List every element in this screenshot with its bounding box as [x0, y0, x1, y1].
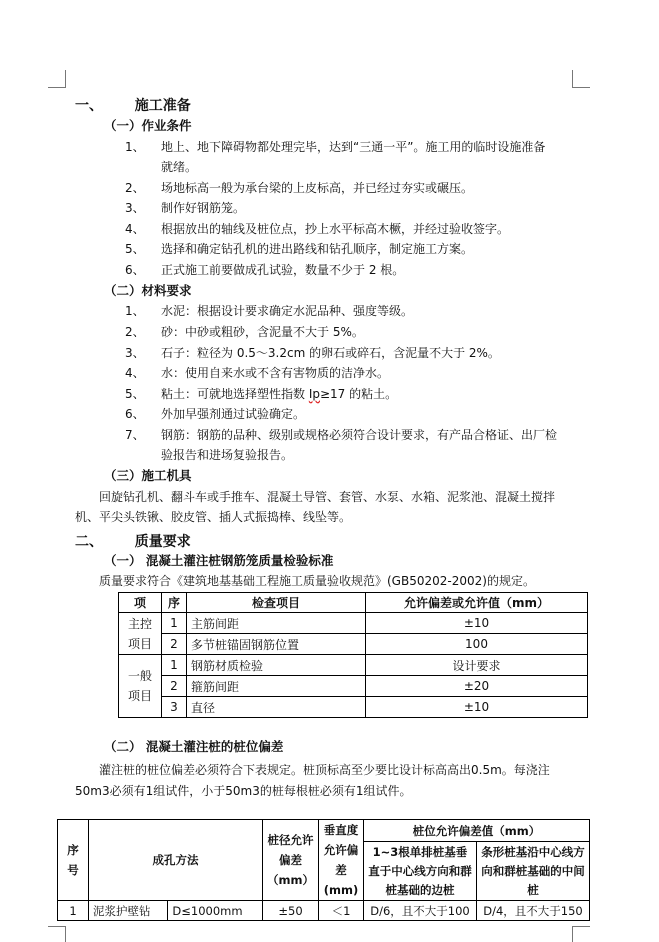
table-cell: 3	[162, 697, 187, 718]
table-header: 1~3根单排桩基垂直于中心线方向和群桩基础的边桩	[364, 842, 477, 901]
table-cell: D/4，且不大于150	[477, 901, 590, 921]
table-cell: 主筋间距	[187, 613, 366, 634]
table-header: 条形桩基沿中心线方向和群桩基础的中间桩	[477, 842, 590, 901]
section-title: 施工准备	[134, 98, 191, 114]
table-cell: 泥浆护壁钻	[89, 901, 168, 921]
list-item: 5、 粘土：可就地选择塑性指数 Ip≥17 的粘土。	[125, 387, 398, 401]
paragraph-line: 质量要求符合《建筑地基基础工程施工质量验收规范》(GB50202-2002)的规定。	[99, 574, 535, 588]
table-row	[119, 676, 588, 697]
subsection-title: （一）作业条件	[104, 118, 192, 133]
list-item: 2、 砂：中砂或粗砂，含泥量不大于 5%。	[125, 325, 364, 339]
table-header: 成孔方法	[89, 820, 263, 901]
list-item: 5、 选择和确定钻孔机的进出路线和钻孔顺序，制定施工方案。	[125, 242, 474, 256]
paragraph-line: 灌注桩的桩位偏差必须符合下表规定。桩顶标高至少要比设计标高高出0.5m。每浇注	[99, 763, 550, 777]
table-cell: ＜1	[319, 901, 364, 921]
table-cell: ±50	[263, 901, 319, 921]
list-item: 1、 水泥：根据设计要求确定水泥品种、强度等级。	[125, 304, 414, 318]
list-item: 3、 石子：粒径为 0.5～3.2cm 的卵石或碎石，含泥量不大于 2%。	[125, 346, 500, 360]
table-cell: 1	[162, 613, 187, 634]
pile-position-table	[57, 819, 590, 921]
subsection-title: （二）材料要求	[104, 283, 192, 298]
table-header: 垂直度允许偏差(mm)	[319, 820, 364, 901]
list-item: 7、 钢筋：钢筋的品种、级别或规格必须符合设计要求，有产品合格证、出厂检	[125, 428, 558, 442]
crop-mark	[48, 926, 66, 927]
table-row	[58, 901, 590, 921]
crop-mark	[65, 926, 66, 942]
table-row	[119, 655, 588, 676]
table-cell: 直径	[187, 697, 366, 718]
list-item: 4、 水：使用自来水或不含有害物质的洁净水。	[125, 366, 390, 380]
quality-table	[118, 592, 588, 718]
table-row	[119, 613, 588, 634]
list-item: 3、 制作好钢筋笼。	[125, 201, 246, 215]
table-cell: 钢筋材质检验	[187, 655, 366, 676]
subsection-title: （一） 混凝土灌注桩钢筋笼质量检验标准	[104, 553, 334, 568]
row-group-label: 一般项目	[119, 655, 162, 718]
crop-mark	[572, 926, 573, 942]
table-header: 桩径允许偏差（mm）	[263, 820, 319, 901]
table-cell: 100	[366, 634, 588, 655]
list-item: 4、 根据放出的轴线及桩位点，抄上水平标高木橛，并经过验收签字。	[125, 222, 510, 236]
crop-mark	[572, 70, 573, 88]
section-heading	[75, 533, 191, 551]
list-item-continuation: 验报告和进场复验报告。	[161, 448, 294, 462]
list-item: 2、 场地标高一般为承台梁的上皮标高，并已经过夯实或碾压。	[125, 181, 474, 195]
table-cell: 2	[162, 676, 187, 697]
table-header: 桩位允许偏差值（mm）	[364, 820, 590, 842]
row-group-label: 主控项目	[119, 613, 162, 655]
list-item: 6、 正式施工前要做成孔试验，数量不少于 2 根。	[125, 263, 405, 277]
table-cell: 1	[162, 655, 187, 676]
table-cell: ±10	[366, 697, 588, 718]
paragraph-line: 机、平尖头铁锹、胶皮管、插人式振捣棒、线坠等。	[75, 510, 352, 524]
table-cell: 箍筋间距	[187, 676, 366, 697]
crop-mark	[48, 87, 66, 88]
table-header: 项	[119, 593, 162, 613]
table-cell: 2	[162, 634, 187, 655]
table-cell: ±10	[366, 613, 588, 634]
table-row	[119, 697, 588, 718]
list-item-continuation: 就绪。	[161, 160, 198, 174]
table-cell: ±20	[366, 676, 588, 697]
table-header: 序	[162, 593, 187, 613]
table-header: 检查项目	[187, 593, 366, 613]
section-title: 质量要求	[134, 534, 191, 550]
crop-mark	[572, 87, 590, 88]
table-header: 序号	[58, 820, 89, 901]
table-cell: D/6，且不大于100	[364, 901, 477, 921]
crop-mark	[65, 70, 66, 88]
table-cell: 多节桩锚固钢筋位置	[187, 634, 366, 655]
table-header: 允许偏差或允许值（mm）	[366, 593, 588, 613]
spellcheck-underline: Ip	[308, 387, 320, 401]
table-row	[119, 634, 588, 655]
paragraph-line: 50m3必须有1组试件，小于50m3的桩每根桩必须有1组试件。	[75, 784, 412, 798]
list-item: 6、 外加早强剂通过试验确定。	[125, 407, 306, 421]
subsection-title: （三）施工机具	[104, 468, 192, 483]
section-heading	[75, 97, 191, 115]
table-cell: D≤1000mm	[168, 901, 263, 921]
crop-mark	[572, 926, 590, 927]
list-item: 1、 地上、地下障碍物都处理完毕，达到“三通一平”。施工用的临时设施准备	[125, 140, 546, 154]
section-number: 一、	[75, 98, 103, 114]
section-number: 二、	[75, 534, 103, 550]
table-cell: 1	[58, 901, 89, 921]
subsection-title: （二） 混凝土灌注桩的桩位偏差	[104, 739, 284, 754]
paragraph-line: 回旋钻孔机、翻斗车或手推车、混凝土导管、套管、水泵、水箱、泥浆池、混凝土搅拌	[99, 490, 556, 504]
table-cell: 设计要求	[366, 655, 588, 676]
